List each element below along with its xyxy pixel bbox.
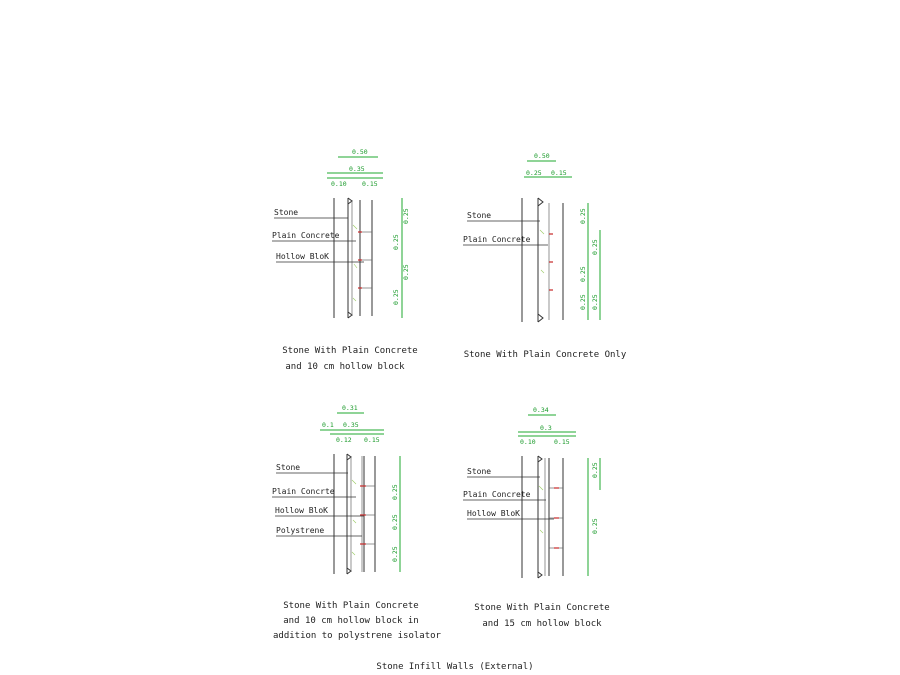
detail-a-wall-section [334,198,372,318]
detail-b [463,152,627,360]
detail-c-wall-section [334,454,375,574]
detail-d-dim-top-2: 0.3 [540,424,552,432]
detail-a-label-hollow-block: Hollow BloK [276,252,329,261]
detail-a-dim-top-4: 0.15 [362,180,378,188]
detail-a-caption-line-2: and 10 cm hollow block [285,362,405,372]
detail-a-dim-side-1: 0.25 [402,208,410,224]
detail-d-caption-line-1: Stone With Plain Concrete [474,603,610,613]
detail-c-dim-top-3: 0.35 [343,421,359,429]
detail-b-dim-top-2: 0.25 [526,169,542,177]
detail-b-dim-top-1: 0.50 [534,152,550,160]
detail-a-dim-top-3: 0.10 [331,180,347,188]
detail-c-dim-top-5: 0.15 [364,436,380,444]
detail-c-label-stone: Stone [276,463,301,472]
detail-c-caption-line-3: addition to polystrene isolator [273,631,441,641]
detail-c-caption-line-2: and 10 cm hollow block in [283,616,419,626]
detail-b-dim-top-3: 0.15 [551,169,567,177]
detail-d-caption-line-2: and 15 cm hollow block [482,619,602,629]
detail-c-dim-top-1: 0.31 [342,404,358,412]
detail-d-label-hollow-block: Hollow BloK [467,509,520,518]
detail-b-dim-inner-2: 0.25 [591,294,599,310]
detail-a-dim-side-4: 0.25 [392,289,400,305]
detail-a [272,148,418,372]
detail-d-label-plain-concrete: Plain Concrete [463,490,531,499]
detail-c-caption-line-1: Stone With Plain Concrete [283,601,419,611]
detail-b-label-plain-concrete: Plain Concrete [463,235,531,244]
detail-c-dim-top-4: 0.12 [336,436,352,444]
detail-a-dim-top-2: 0.35 [349,165,365,173]
detail-b-label-stone: Stone [467,211,492,220]
detail-c-dim-side-2: 0.25 [391,514,399,530]
detail-d-dim-top-4: 0.15 [554,438,570,446]
detail-b-dim-side-1: 0.25 [579,208,587,224]
detail-b-dim-inner-1: 0.25 [591,239,599,255]
detail-c-dim-side-3: 0.25 [391,546,399,562]
detail-b-dim-side-3: 0.25 [579,294,587,310]
detail-b-caption-line-1: Stone With Plain Concrete Only [463,350,627,360]
detail-a-dim-side-3: 0.25 [402,264,410,280]
detail-d-dim-top-1: 0.34 [533,406,549,414]
detail-d [463,406,610,629]
detail-d-dim-top-3: 0.10 [520,438,536,446]
detail-c [272,404,442,641]
detail-a-dim-top-1: 0.50 [352,148,368,156]
detail-d-wall-section [522,456,563,578]
detail-b-dim-side-2: 0.25 [579,266,587,282]
detail-c-label-polystrene: Polystrene [276,526,325,535]
detail-d-label-stone: Stone [467,467,492,476]
detail-a-label-plain-concrete: Plain Concrete [272,231,340,240]
detail-c-dim-side-1: 0.25 [391,484,399,500]
sheet-title: Stone Infill Walls (External) [376,662,534,672]
detail-c-dim-top-2: 0.1 [322,421,334,429]
detail-a-label-stone: Stone [274,208,299,217]
detail-a-dim-side-2: 0.25 [392,234,400,250]
detail-c-label-plain-concrete: Plain Concrte [272,487,335,496]
detail-a-caption-line-1: Stone With Plain Concrete [282,346,418,356]
detail-c-label-hollow-block: Hollow BloK [275,506,328,515]
detail-d-dim-side-2: 0.25 [591,518,599,534]
detail-d-dim-side-1: 0.25 [591,462,599,478]
detail-b-wall-section [522,198,563,322]
